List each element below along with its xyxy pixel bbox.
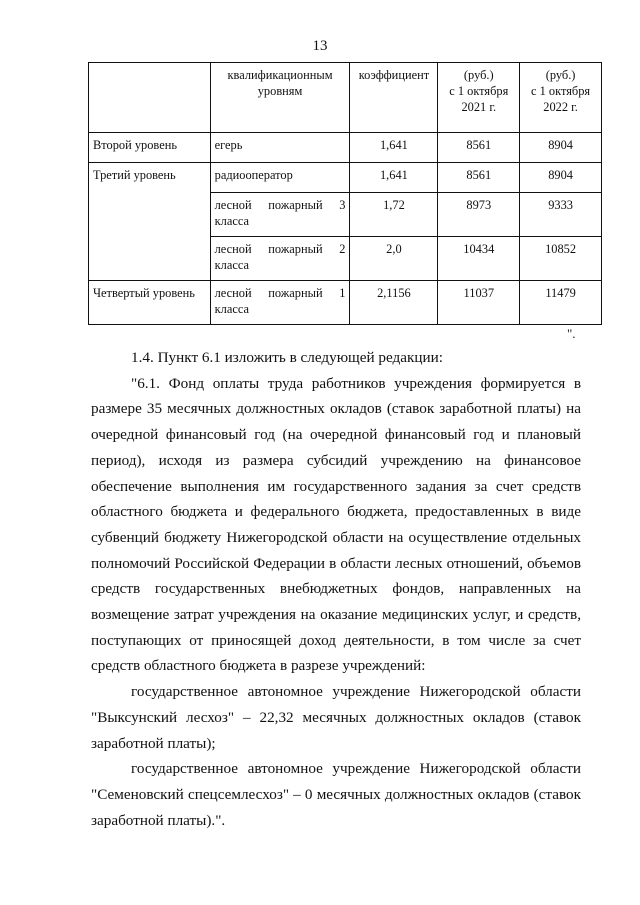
position-cell	[210, 281, 350, 325]
header-2022-unit: (руб.)	[545, 68, 576, 82]
position-cell: радиооператор	[210, 163, 350, 193]
coefficient-cell: 1,72	[350, 193, 438, 237]
header-qualification-text: квалификационным уровням	[227, 68, 333, 99]
level-cell: Четвертый уровень	[89, 281, 211, 325]
table-header-row	[89, 63, 602, 133]
salary-2021-cell: 10434	[438, 237, 520, 281]
position-line: лесной пожарный 1	[214, 286, 346, 300]
header-cell-salary-2022	[520, 63, 602, 133]
header-cell-qualification	[210, 63, 350, 133]
level-cell: Третий уровень	[89, 163, 211, 281]
salary-2022-cell: 10852	[520, 237, 602, 281]
header-cell-salary-2021	[438, 63, 520, 133]
salary-2022-cell: 8904	[520, 133, 602, 163]
salary-2021-cell: 11037	[438, 281, 520, 325]
header-2021-date: с 1 октября 2021 г.	[449, 84, 509, 115]
header-coefficient-text: коэффициент	[358, 68, 430, 82]
salary-2022-cell: 9333	[520, 193, 602, 237]
document-body	[91, 345, 581, 833]
salary-2022-cell: 8904	[520, 163, 602, 193]
table-row	[89, 163, 602, 193]
table-row	[89, 281, 602, 325]
paragraph-semenov-leskhoz: государственное автономное учреждение Нижегородской области "Семеновский спецсемлесхоз" – 0 месячных должностных окладов (ставок заработной платы).".	[91, 760, 581, 829]
position-line: класса	[214, 302, 249, 317]
salary-2021-cell: 8561	[438, 133, 520, 163]
coefficient-cell: 1,641	[350, 163, 438, 193]
paragraph-amendment-intro: 1.4. Пункт 6.1 изложить в следующей редакции:	[131, 349, 444, 366]
level-cell: Второй уровень	[89, 133, 211, 163]
header-2021-unit: (руб.)	[463, 68, 494, 82]
coefficient-cell: 1,641	[350, 133, 438, 163]
header-cell-level	[89, 63, 211, 133]
position-cell	[210, 237, 350, 281]
position-line: лесной пожарный 2	[214, 242, 346, 256]
table-row	[89, 133, 602, 163]
coefficient-cell: 2,1156	[350, 281, 438, 325]
position-line: класса	[214, 214, 249, 229]
paragraph-vyksa-leskhoz: государственное автономное учреждение Нижегородской области "Выксунский лесхоз" – 22,32 месячных должностных окладов (ставок заработной платы);	[91, 683, 581, 752]
table-closing-quote: ".	[567, 326, 576, 341]
header-cell-coefficient	[350, 63, 438, 133]
page-number: 13	[312, 38, 328, 54]
position-cell	[210, 193, 350, 237]
coefficient-cell: 2,0	[350, 237, 438, 281]
paragraph-wage-fund: "6.1. Фонд оплаты труда работников учреждения формируется в размере 35 месячных должностных окладов (ставок заработной платы) на очередной финансовый год (на очередной финансовый год и плановый период), исходя из размера субсидий учреждению на финансовое обеспечение выполнения им государственного задания за счет средств областного бюджета и федерального бюджета, предоставленных в виде субвенций бюджету Нижегородской области на осуществление отдельных полномочий Российской Федерации в области лесных отношений, объемов средств государственных внебюджетных фондов, направленных на возмещение затрат учреждения на оказание медицинских услуг, и средств, поступающих от приносящей доход деятельности, в том числе за счет средств областного бюджета в разрезе учреждений:	[91, 374, 581, 675]
position-cell: егерь	[210, 133, 350, 163]
header-2022-date: с 1 октября 2022 г.	[531, 84, 591, 115]
salary-2022-cell: 11479	[520, 281, 602, 325]
position-line: класса	[214, 258, 249, 273]
salary-2021-cell: 8561	[438, 163, 520, 193]
salary-table	[88, 62, 602, 325]
salary-2021-cell: 8973	[438, 193, 520, 237]
position-line: лесной пожарный 3	[214, 198, 346, 212]
